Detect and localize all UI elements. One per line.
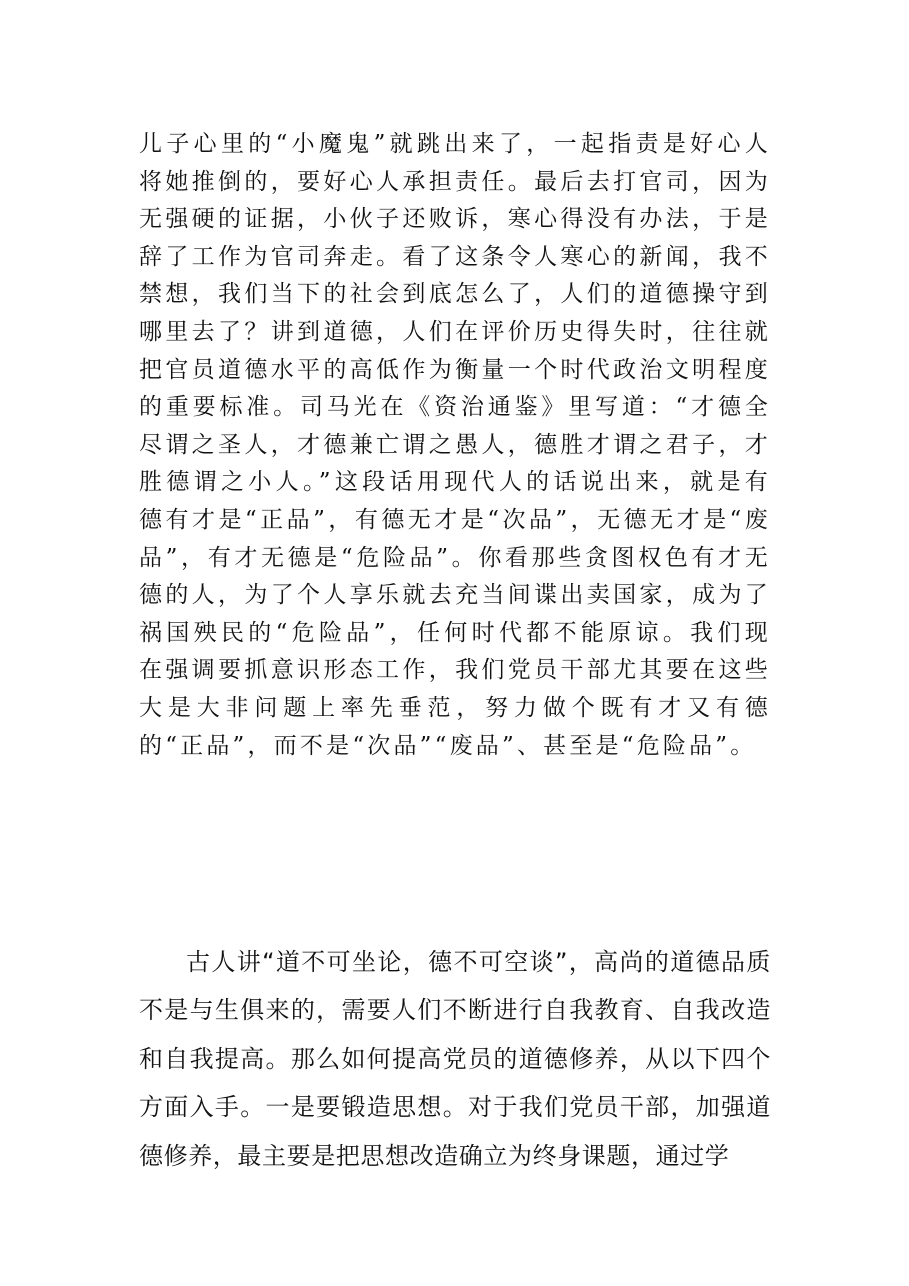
paragraph-1: 儿子心里的“小魔鬼”就跳出来了，一起指责是好心人将她推倒的，要好心人承担责任。最后去打官司，因为无强硬的证据，小伙子还败诉，寒心得没有办法，于是辞了工作为官司奔走。看了这条令人寒心的新闻，我不禁想，我们当下的社会到底怎么了，人们的道德操守到哪里去了？讲到道德，人们在评价历史得失时，往往就把官员道德水平的高低作为衡量一个时代政治文明程度的重要标准。司马光在《资治通鉴》里写道：“才德全尽谓之圣人，才德兼亡谓之愚人，德胜才谓之君子，才胜德谓之小人。”这段话用现代人的话说出来，就是有德有才是“正品”，有德无才是“次品”，无德无才是“废品”，有才无德是“危险品”。你看那些贪图权色有才无德的人，为了个人享乐就去充当间谍出卖国家，成为了祸国殃民的“危险品”，任何时代都不能原谅。我们现在强调要抓意识形态工作，我们党员干部尤其要在这些大是大非问题上率先垂范，努力做个既有才又有德的“正品”，而不是“次品”“废品”、甚至是“危险品”。: [139, 131, 771, 759]
paragraph-2: 古人讲“道不可坐论，德不可空谈”，高尚的道德品质不是与生俱来的，需要人们不断进行自我教育、自我改造和自我提高。那么如何提高党员的道德修养，从以下四个方面入手。一是要锻造思想。对于我们党员干部，加强道德修养，最主要是把思想改造确立为终身课题，通过学: [139, 948, 771, 1170]
